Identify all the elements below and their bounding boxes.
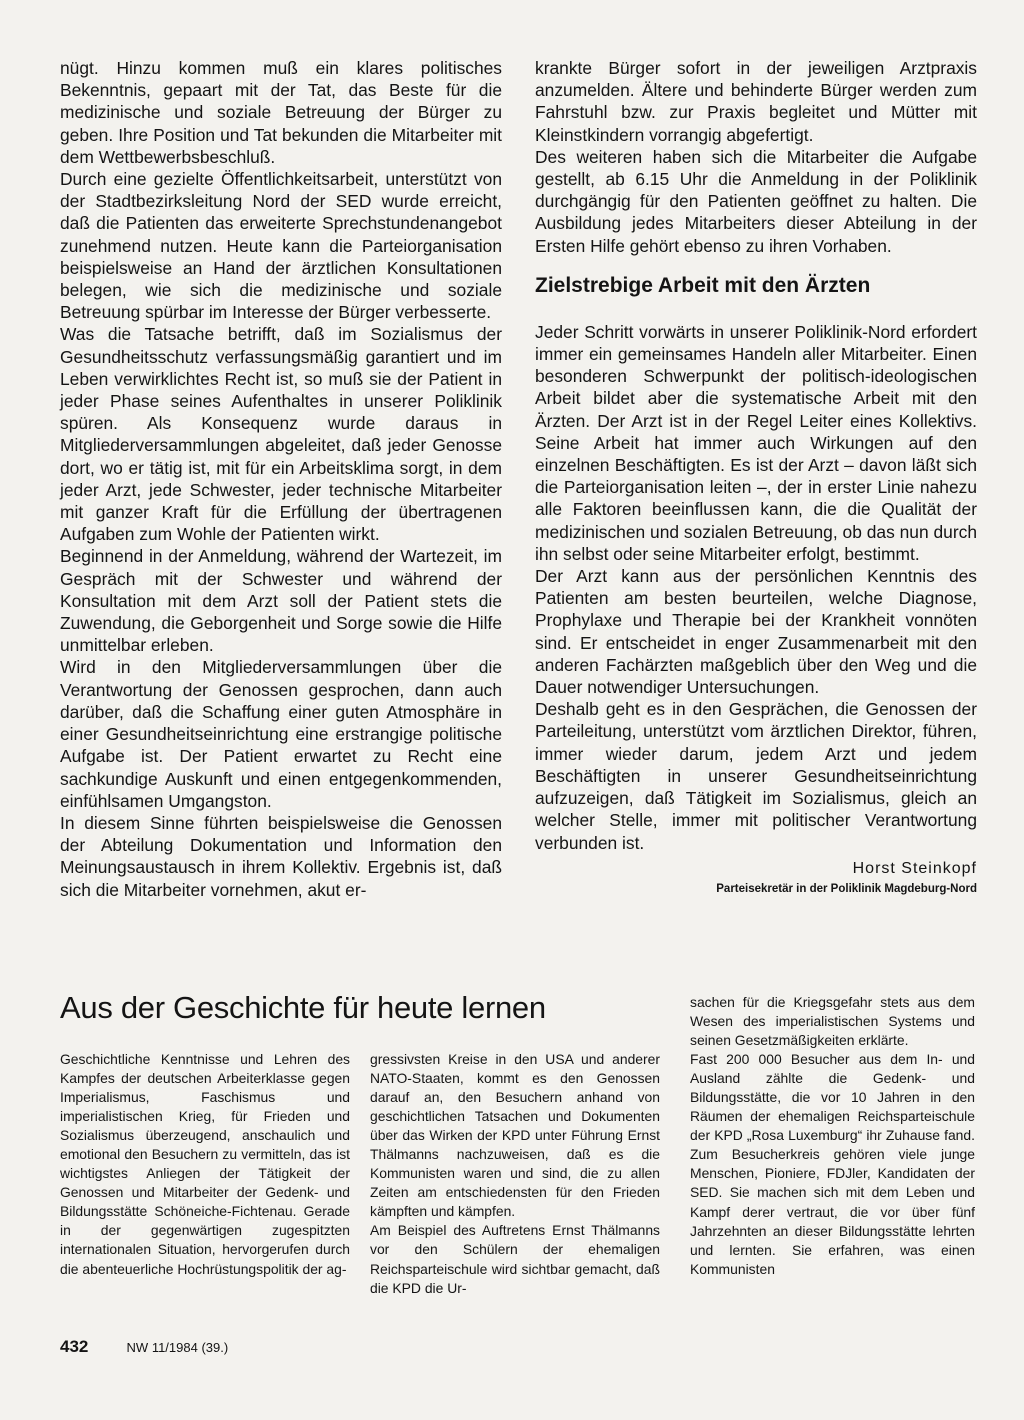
page-footer: [60, 1337, 228, 1357]
issue-reference: NW 11/1984 (39.): [126, 1340, 229, 1355]
paragraph: Der Arzt kann aus der persönlichen Kenntnis des Patienten am besten beurteilen, welche Diagnose, Prophylaxe und Therapie bei der Krankheit vonnöten sind. Er entscheidet in enger Zusammenarbeit mit den anderen Fachärzten maßgeblich über den Weg und die Dauer notwendiger Untersuchungen.: [535, 566, 977, 698]
paragraph: Durch eine gezielte Öffentlichkeitsarbeit, unterstützt von der Stadtbezirksleitung Nord der SED wurde erreicht, daß die Patienten das erweiterte Sprechstundenangebot zunehmend nutzen. Heute kann die Parteiorganisation beispielsweise an Hand der ärztlichen Konsultationen belegen, wie sich die medizinische und soziale Betreuung spürbar im Interesse der Bürger verbesserte.: [60, 169, 502, 323]
paragraph: Was die Tatsache betrifft, daß im Sozialismus der Gesundheitsschutz verfassungsmäßig garantiert und im Leben verwirklichtes Recht ist, so muß sie der Patient in jeder Phase seines Aufenthaltes in unserer Poliklinik spüren. Als Konsequenz wurde daraus in Mitgliederversammlungen abgeleitet, daß jeder Genosse dort, wo er tätig ist, mit für ein Arbeitsklima sorgt, in dem jeder Arzt, jede Schwester, jeder technische Mitarbeiter mit ganzer Kraft für die Erfüllung der übertragenen Aufgaben zum Wohle der Patienten wirkt.: [60, 324, 502, 545]
page-number: 432: [60, 1337, 89, 1356]
article2-column-1: [60, 1050, 350, 1279]
article2-column-3: [690, 993, 975, 1279]
paragraph: Geschichtliche Kenntnisse und Lehren des Kampfes der deutschen Arbeiterklasse gegen Imperialismus, Faschismus und imperialistischen Krieg, für Frieden und Sozialismus überzeugend, anschaulich und emotional den Besuchern zu vermitteln, das ist wichtigstes Anliegen der Tätigkeit der Genossen und Mitarbeiter der Gedenk- und Bildungsstätte Schöneiche-Fichtenau. Gerade in der gegenwärtigen zugespitzten internationalen Situation, hervorgerufen durch die abenteuerliche Hochrüstungspolitik der ag-: [60, 1051, 350, 1277]
paragraph: sachen für die Kriegsgefahr stets aus dem Wesen des imperialistischen Systems und seinen Gesetzmäßigkeiten erklärte.: [690, 994, 975, 1049]
paragraph: Wird in den Mitgliederversammlungen über die Verantwortung der Genossen gesprochen, dann auch darüber, daß die Schaffung einer guten Atmosphäre in einer Gesundheitseinrichtung eine erstrangige politische Aufgabe ist. Der Patient erwartet zu Recht eine sachkundige Auskunft und einen entgegenkommenden, einfühlsamen Umgangston.: [60, 657, 502, 811]
author-name: Horst Steinkopf: [852, 859, 977, 877]
paragraph: Beginnend in der Anmeldung, während der Wartezeit, im Gespräch mit der Schwester und während der Konsultation mit dem Arzt soll der Patient stets die Zuwendung, die Geborgenheit und Sorge sowie die Hilfe unmittelbar erleben.: [60, 546, 502, 656]
subheading: Zielstrebige Arbeit mit den Ärzten: [535, 273, 871, 297]
author-role: Parteisekretär in der Poliklinik Magdeburg-Nord: [716, 882, 977, 895]
paragraph: Fast 200 000 Besucher aus dem In- und Ausland zählte die Gedenk- und Bildungsstätte, die vor 10 Jahren in den Räumen der ehemaligen Reichsparteischule der KPD „Rosa Luxemburg“ ihr Zuhause fand. Zum Besucherkreis gehören viele junge Menschen, Pioniere, FDJler, Kandidaten der SED. Sie machen sich mit dem Leben und Kampf derer vertraut, die vor über fünf Jahrzehnten an dieser Bildungsstätte lehrten und lernten. Sie erfahren, was einen Kommunisten: [690, 1051, 975, 1277]
paragraph: krankte Bürger sofort in der jeweiligen Arztpraxis anzumelden. Ältere und behinderte Bürger werden zum Fahrstuhl bzw. zur Praxis begleitet und Mütter mit Kleinstkindern vorrangig abgefertigt.: [535, 58, 977, 145]
paragraph: nügt. Hinzu kommen muß ein klares politisches Bekenntnis, gepaart mit der Tat, das Beste für die medizinische und soziale Betreuung der Bürger zu geben. Ihre Position und Tat bekunden die Mitarbeiter mit dem Wettbewerbsbeschluß.: [60, 58, 502, 167]
article2-column-2: [370, 1050, 660, 1298]
paragraph: Des weiteren haben sich die Mitarbeiter die Aufgabe gestellt, ab 6.15 Uhr die Anmeldung in der Poliklinik durchgängig für den Patienten geöffnet zu halten. Die Ausbildung jedes Mitarbeiters dieser Abteilung in der Ersten Hilfe gehört ebenso zu ihren Vorhaben.: [535, 146, 977, 256]
paragraph: Am Beispiel des Auftretens Ernst Thälmanns vor den Schülern der ehemaligen Reichsparteischule wird sichtbar gemacht, daß die KPD die Ur-: [370, 1222, 660, 1296]
paragraph: Deshalb geht es in den Gesprächen, die Genossen der Parteileitung, unterstützt vom ärztlichen Direktor, führen, immer wieder darum, jedem Arzt und jedem Beschäftigten in unserer Gesundheitseinrichtung aufzuzeigen, daß Tätigkeit im Sozialismus, gleich an welcher Stelle, immer mit politischer Verantwortung verbunden ist.: [535, 699, 977, 853]
paragraph: Jeder Schritt vorwärts in unserer Poliklinik-Nord erfordert immer ein gemeinsames Handeln aller Mitarbeiter. Einen besonderen Schwerpunkt der politisch-ideologischen Arbeit bildet aber die systematische Arbeit mit den Ärzten. Der Arzt ist in der Regel Leiter eines Kollektivs. Seine Arbeit hat immer auch Wirkungen auf den einzelnen Beschäftigten. Es ist der Arzt – davon läßt sich die Parteiorganisation leiten –, der in erster Linie nahezu alle Faktoren beeinflussen kann, die die Qualität der medizinischen und sozialen Betreuung, ob das nun durch ihn selbst oder seine Mitarbeiter erfolgt, bestimmt.: [535, 321, 977, 564]
article-column-1: [60, 57, 502, 901]
article-headline: Aus der Geschichte für heute lernen: [60, 990, 546, 1025]
article-column-2: [535, 57, 977, 898]
paragraph: In diesem Sinne führten beispielsweise die Genossen der Abteilung Dokumentation und Information den Meinungsaustausch in ihrem Kollektiv. Ergebnis ist, daß sich die Mitarbeiter vornehmen, akut er-: [60, 812, 502, 900]
paragraph: gressivsten Kreise in den USA und anderer NATO-Staaten, kommt es den Genossen darauf an, den Besuchern anhand von geschichtlichen Tatsachen und Dokumenten über das Wirken der KPD unter Führung Ernst Thälmanns nachzuweisen, daß es die Kommunisten waren und sind, die zu allen Zeiten am entschiedensten für den Frieden kämpften und kämpfen.: [370, 1051, 660, 1220]
